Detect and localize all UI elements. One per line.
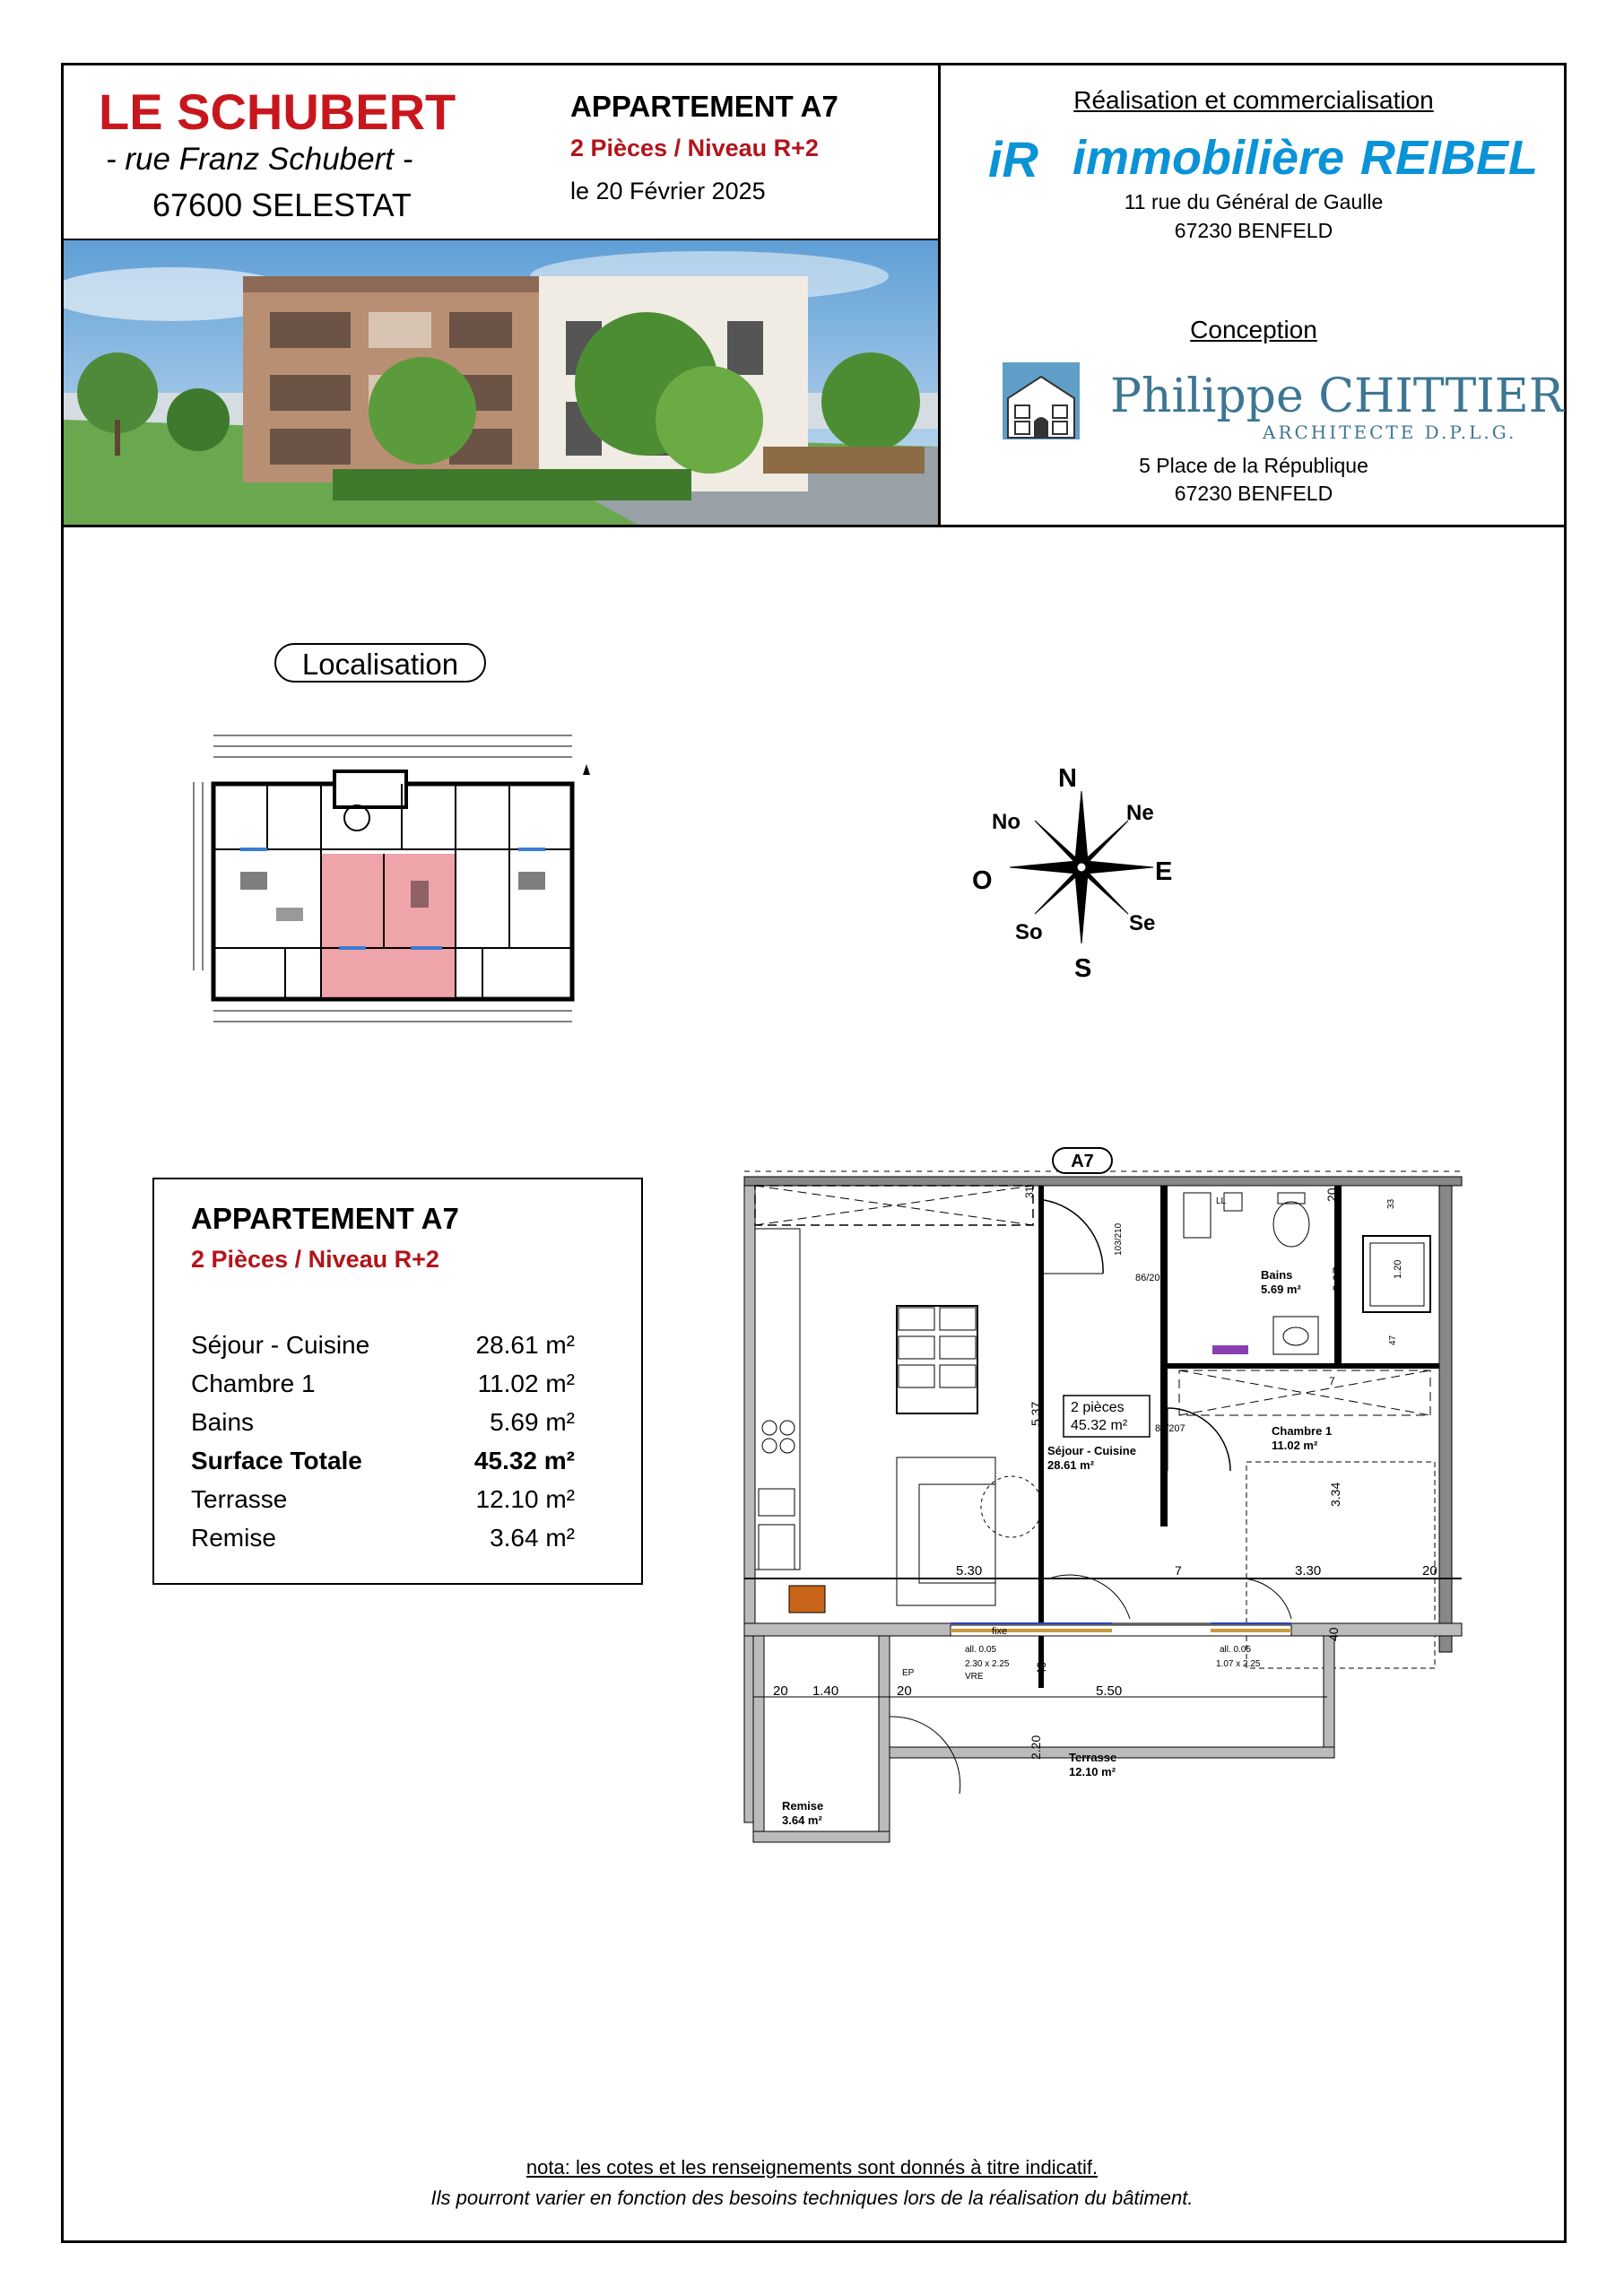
summary-row-value: 3.64 m² [490,1524,575,1552]
plan-window-fixe: fixe [992,1626,1008,1637]
summary-row-label: Séjour - Cuisine [191,1331,370,1359]
footer-note: nota: les cotes et les renseignements sont donnés à titre indicatif. [525,2156,1099,2179]
project-name: LE SCHUBERT [99,83,456,140]
localisation-floor-plan [187,728,595,1033]
compass-n-label: N [1058,764,1077,793]
plan-dim-550: 5.50 [1096,1683,1123,1699]
architect-heading: Conception [1190,316,1317,344]
apartment-floor-plan [735,1139,1471,1883]
summary-row-value: 11.02 m² [477,1370,575,1397]
plan-terrasse-area: 12.10 m² [1069,1765,1116,1779]
plan-dim-40: 40 [1326,1627,1341,1641]
compass-e-label: E [1155,857,1173,886]
plan-window-all: all. 0.05 [1220,1645,1252,1655]
developer-address-line2: 67230 BENFELD [1174,219,1333,242]
plan-window-all: all. 0.05 [965,1645,997,1655]
plan-door-label: 86/207 [1135,1273,1166,1283]
plan-dim-33: 33 [1386,1198,1396,1209]
architect-name: Philippe CHITTIER [1110,370,1564,423]
plan-dim-31: 31 [1023,1186,1036,1198]
plan-door-label: 103/210 [1114,1222,1124,1256]
plan-dim-120: 1.20 [1393,1259,1403,1279]
developer-logo-immobiliere: immobilière [1073,131,1345,185]
plan-dim-20: 20 [897,1683,912,1699]
plan-chambre-area: 11.02 m² [1272,1439,1318,1452]
plan-sejour-name: Séjour - Cuisine [1047,1444,1136,1457]
plan-dim-530: 5.30 [956,1563,983,1578]
plan-dim-140: 1.40 [812,1683,839,1699]
compass-se-label: Se [1129,911,1156,935]
plan-dim-20: 20 [1422,1563,1437,1578]
compass-ne-label: Ne [1126,801,1154,825]
project-street: - rue Franz Schubert - [106,142,413,177]
plan-summary-line1: 2 pièces [1071,1400,1125,1415]
plan-dim-537: 5.37 [1029,1401,1043,1426]
project-city: 67600 SELESTAT [152,187,412,223]
apartment-subtitle: 2 Pièces / Niveau R+2 [570,135,819,161]
architect-address-line2: 67230 BENFELD [1174,482,1333,505]
plan-dim-47: 47 [1388,1335,1398,1345]
building-render-image [64,240,938,525]
plan-door-label: 86/207 [1155,1423,1185,1434]
footer-disclaimer: Ils pourront varier en fonction des besoins techniques lors de la réalisation du bâtiment. [430,2187,1194,2209]
summary-row-label: Chambre 1 [191,1370,316,1397]
plan-bains-area: 5.69 m² [1261,1283,1301,1296]
developer-address-line1: 11 rue du Général de Gaulle [1124,190,1384,213]
summary-row-label: Bains [191,1408,255,1436]
plan-window-size: 2.30 x 2.25 [965,1659,1010,1669]
header-bottom-line [61,525,1567,527]
plan-ep-label: EP [902,1668,915,1678]
plan-dim-40: 40 [1034,1661,1048,1675]
summary-row-value: 5.69 m² [490,1408,575,1436]
summary-total-label: Surface Totale [191,1447,362,1474]
plan-dim-20: 20 [1324,1187,1339,1202]
document-date: le 20 Février 2025 [570,178,766,204]
plan-ll-label: LL [1216,1196,1227,1206]
plan-dim-20: 20 [773,1683,788,1699]
summary-row-label: Terrasse [191,1485,288,1513]
plan-window-vre: VRE [965,1672,984,1682]
apartment-title: APPARTEMENT A7 [570,90,838,123]
plan-dim-334: 3.34 [1328,1482,1342,1507]
summary-total-value: 45.32 m² [473,1447,575,1474]
plan-dim-7: 7 [1175,1563,1182,1578]
plan-remise-area: 3.64 m² [782,1813,822,1827]
plan-dim-207: 2.07 [1330,1266,1344,1292]
plan-bains-name: Bains [1261,1268,1293,1282]
plan-summary-line2: 45.32 m² [1071,1418,1128,1433]
plan-chambre-name: Chambre 1 [1272,1424,1333,1438]
architect-logo-house-icon [1003,362,1080,439]
compass-s-label: S [1074,954,1092,983]
compass-no-label: No [992,810,1020,834]
developer-logo-reibel: REIBEL [1360,131,1539,185]
plan-remise-name: Remise [782,1799,824,1813]
plan-dim-220: 2.20 [1029,1735,1043,1760]
plan-window-size: 1.07 x 2.25 [1216,1659,1261,1669]
localisation-label: Localisation [274,643,486,683]
plan-terrasse-name: Terrasse [1069,1751,1117,1764]
plan-unit-tag: A7 [1071,1152,1094,1171]
plan-dim-7: 7 [1329,1375,1335,1387]
plan-sejour-area: 28.61 m² [1047,1458,1095,1472]
summary-row-value: 12.10 m² [475,1485,575,1513]
summary-row-label: Remise [191,1524,276,1552]
plan-dim-330: 3.30 [1295,1563,1322,1578]
architect-address-line1: 5 Place de la République [1139,454,1368,477]
summary-title: APPARTEMENT A7 [191,1202,459,1235]
architect-title: ARCHITECTE D.P.L.G. [1263,422,1517,443]
developer-logo-ir: iR [988,131,1038,187]
developer-heading: Réalisation et commercialisation [1073,86,1434,114]
compass-so-label: So [1015,920,1043,944]
compass-o-label: O [972,866,993,895]
summary-subtitle: 2 Pièces / Niveau R+2 [191,1246,439,1273]
summary-row-value: 28.61 m² [475,1331,575,1359]
